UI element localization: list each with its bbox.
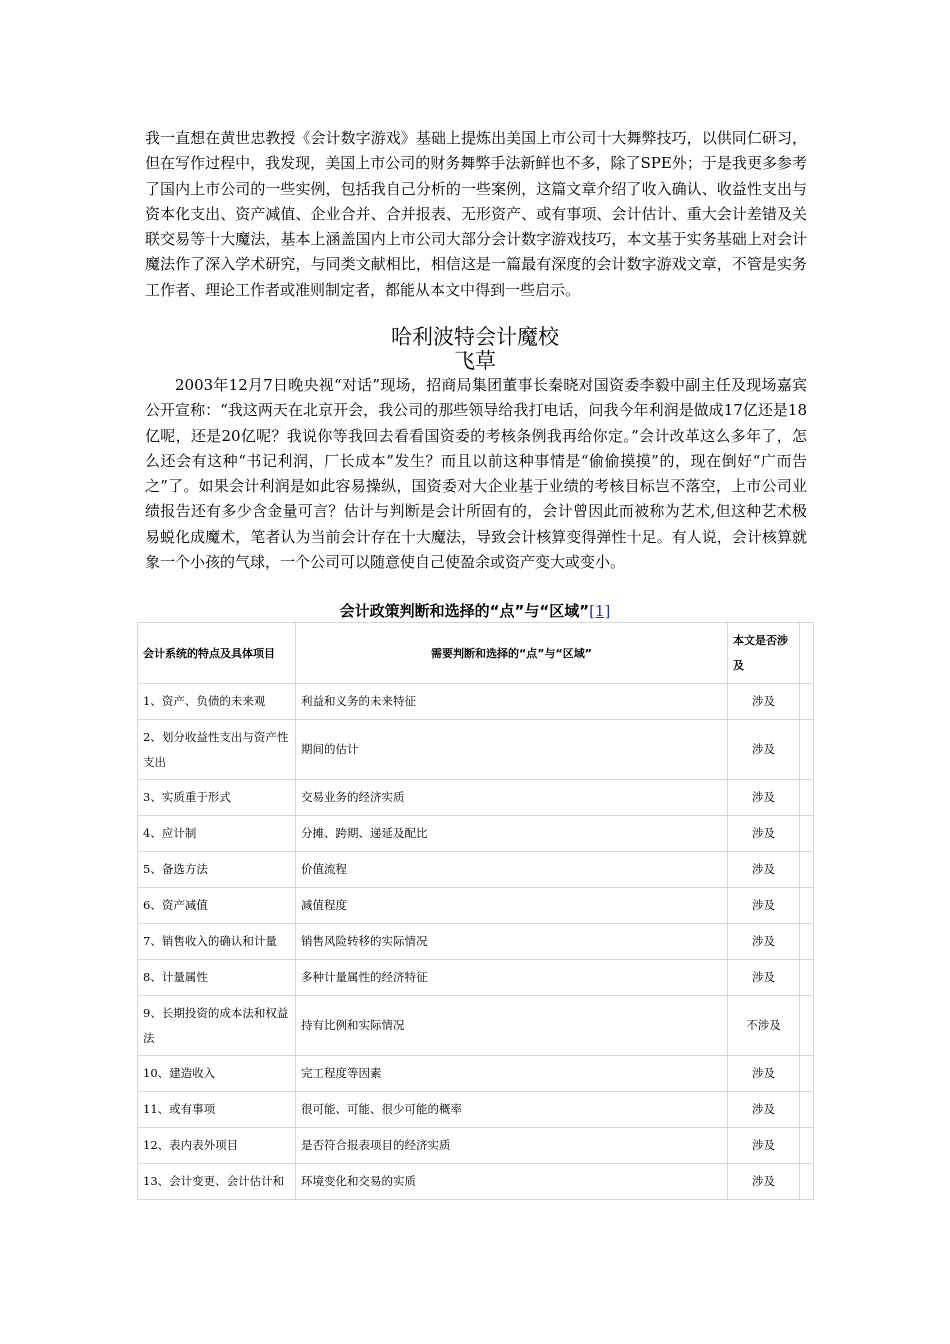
row-point: 完工程度等因素 [296, 1056, 728, 1092]
row-point: 分摊、跨期、递延及配比 [296, 816, 728, 852]
table-header-row [138, 623, 814, 684]
row-item: 11、或有事项 [138, 1092, 296, 1128]
row-covered: 涉及 [728, 960, 800, 996]
row-point: 利益和义务的未来特征 [296, 684, 728, 720]
table-row [138, 1164, 814, 1200]
row-spacer [800, 996, 814, 1056]
row-item: 4、应计制 [138, 816, 296, 852]
row-spacer [800, 924, 814, 960]
row-spacer [800, 1056, 814, 1092]
header-spacer [800, 623, 814, 684]
row-spacer [800, 720, 814, 780]
table-row [138, 1056, 814, 1092]
row-covered: 涉及 [728, 1128, 800, 1164]
table-caption [0, 600, 950, 622]
row-item: 6、资产减值 [138, 888, 296, 924]
table-row [138, 888, 814, 924]
row-spacer [800, 816, 814, 852]
table-row [138, 924, 814, 960]
row-spacer [800, 1092, 814, 1128]
row-point: 价值流程 [296, 852, 728, 888]
row-covered: 涉及 [728, 1092, 800, 1128]
row-item: 9、长期投资的成本法和权益法 [138, 996, 296, 1056]
row-covered: 涉及 [728, 816, 800, 852]
policy-table [137, 622, 814, 1200]
table-body [138, 684, 814, 1200]
header-covered: 本文是否涉及 [728, 623, 800, 684]
table-caption-text: 会计政策判断和选择的“点”与“区域” [339, 602, 590, 620]
article-author: 飞草 [454, 349, 496, 373]
row-item: 8、计量属性 [138, 960, 296, 996]
header-item: 会计系统的特点及具体项目 [138, 623, 296, 684]
table-row [138, 1128, 814, 1164]
row-covered: 涉及 [728, 852, 800, 888]
table-row [138, 780, 814, 816]
row-item: 12、表内表外项目 [138, 1128, 296, 1164]
row-spacer [800, 852, 814, 888]
intro-paragraph: 我一直想在黄世忠教授《会计数字游戏》基础上提炼出美国上市公司十大舞弊技巧，以供同仁研习，但在写作过程中，我发现，美国上市公司的财务舞弊手法新鲜也不多，除了SPE外；于是我更多参考了国内上市公司的一些实例，包括我自己分析的一些案例，这篇文章介绍了收入确认、收益性支出与资本化支出、资产减值、企业合并、合并报表、无形资产、或有事项、会计估计、重大会计差错及关联交易等十大魔法，基本上涵盖国内上市公司大部分会计数字游戏技巧，本文基于实务基础上对会计魔法作了深入学术研究，与同类文献相比，相信这是一篇最有深度的会计数字游戏文章，不管是实务工作者、理论工作者或准则制定者，都能从本文中得到一些启示。 [145, 129, 807, 299]
table-row [138, 816, 814, 852]
row-spacer [800, 960, 814, 996]
row-item: 2、划分收益性支出与资产性支出 [138, 720, 296, 780]
row-spacer [800, 1128, 814, 1164]
row-spacer [800, 1164, 814, 1200]
row-point: 交易业务的经济实质 [296, 780, 728, 816]
row-point: 是否符合报表项目的经济实质 [296, 1128, 728, 1164]
row-point: 减值程度 [296, 888, 728, 924]
article-title: 哈利波特会计魔校 [391, 325, 559, 349]
row-item: 1、资产、负债的未来观 [138, 684, 296, 720]
row-covered: 涉及 [728, 1164, 800, 1200]
row-point: 持有比例和实际情况 [296, 996, 728, 1056]
row-item: 10、建造收入 [138, 1056, 296, 1092]
row-covered: 涉及 [728, 720, 800, 780]
body-paragraph: 2003年12月7日晚央视“对话”现场，招商局集团董事长秦晓对国资委李毅中副主任及现场嘉宾公开宣称：“我这两天在北京开会，我公司的那些领导给我打电话，问我今年利润是做成17亿还是18亿呢，还是20亿呢？我说你等我回去看看国资委的考核条例我再给你定。”会计改革这么多年了，怎么还会有这种“书记利润，厂长成本”发生？而且以前这种事情是“偷偷摸摸”的，现在倒好“广而告之”了。如果会计利润是如此容易操纵，国资委对大企业基于业绩的考核目标岂不落空，上市公司业绩报告还有多少含金量可言？估计与判断是会计所固有的，会计曾因此而被称为艺术,但这种艺术极易蜕化成魔术，笔者认为当前会计存在十大魔法，导致会计核算变得弹性十足。有人说，会计核算就象一个小孩的气球，一个公司可以随意使自己使盈余或资产变大或变小。 [145, 376, 807, 572]
table-row [138, 996, 814, 1056]
row-covered: 涉及 [728, 684, 800, 720]
row-item: 13、会计变更、会计估计和 [138, 1164, 296, 1200]
row-covered: 涉及 [728, 888, 800, 924]
row-covered: 涉及 [728, 780, 800, 816]
footnote-link[interactable]: [1] [589, 602, 611, 620]
row-covered: 涉及 [728, 924, 800, 960]
row-point: 很可能、可能、很少可能的概率 [296, 1092, 728, 1128]
row-point: 期间的估计 [296, 720, 728, 780]
row-covered: 涉及 [728, 1056, 800, 1092]
table-row [138, 684, 814, 720]
table-row [138, 852, 814, 888]
row-spacer [800, 888, 814, 924]
header-point: 需要判断和选择的“点”与“区域” [296, 623, 728, 684]
table-row [138, 1092, 814, 1128]
row-point: 多种计量属性的经济特征 [296, 960, 728, 996]
row-item: 5、备选方法 [138, 852, 296, 888]
row-item: 7、销售收入的确认和计量 [138, 924, 296, 960]
table-row [138, 960, 814, 996]
row-item: 3、实质重于形式 [138, 780, 296, 816]
row-point: 销售风险转移的实际情况 [296, 924, 728, 960]
row-point: 环境变化和交易的实质 [296, 1164, 728, 1200]
table-row [138, 720, 814, 780]
row-covered: 不涉及 [728, 996, 800, 1056]
row-spacer [800, 780, 814, 816]
row-spacer [800, 684, 814, 720]
